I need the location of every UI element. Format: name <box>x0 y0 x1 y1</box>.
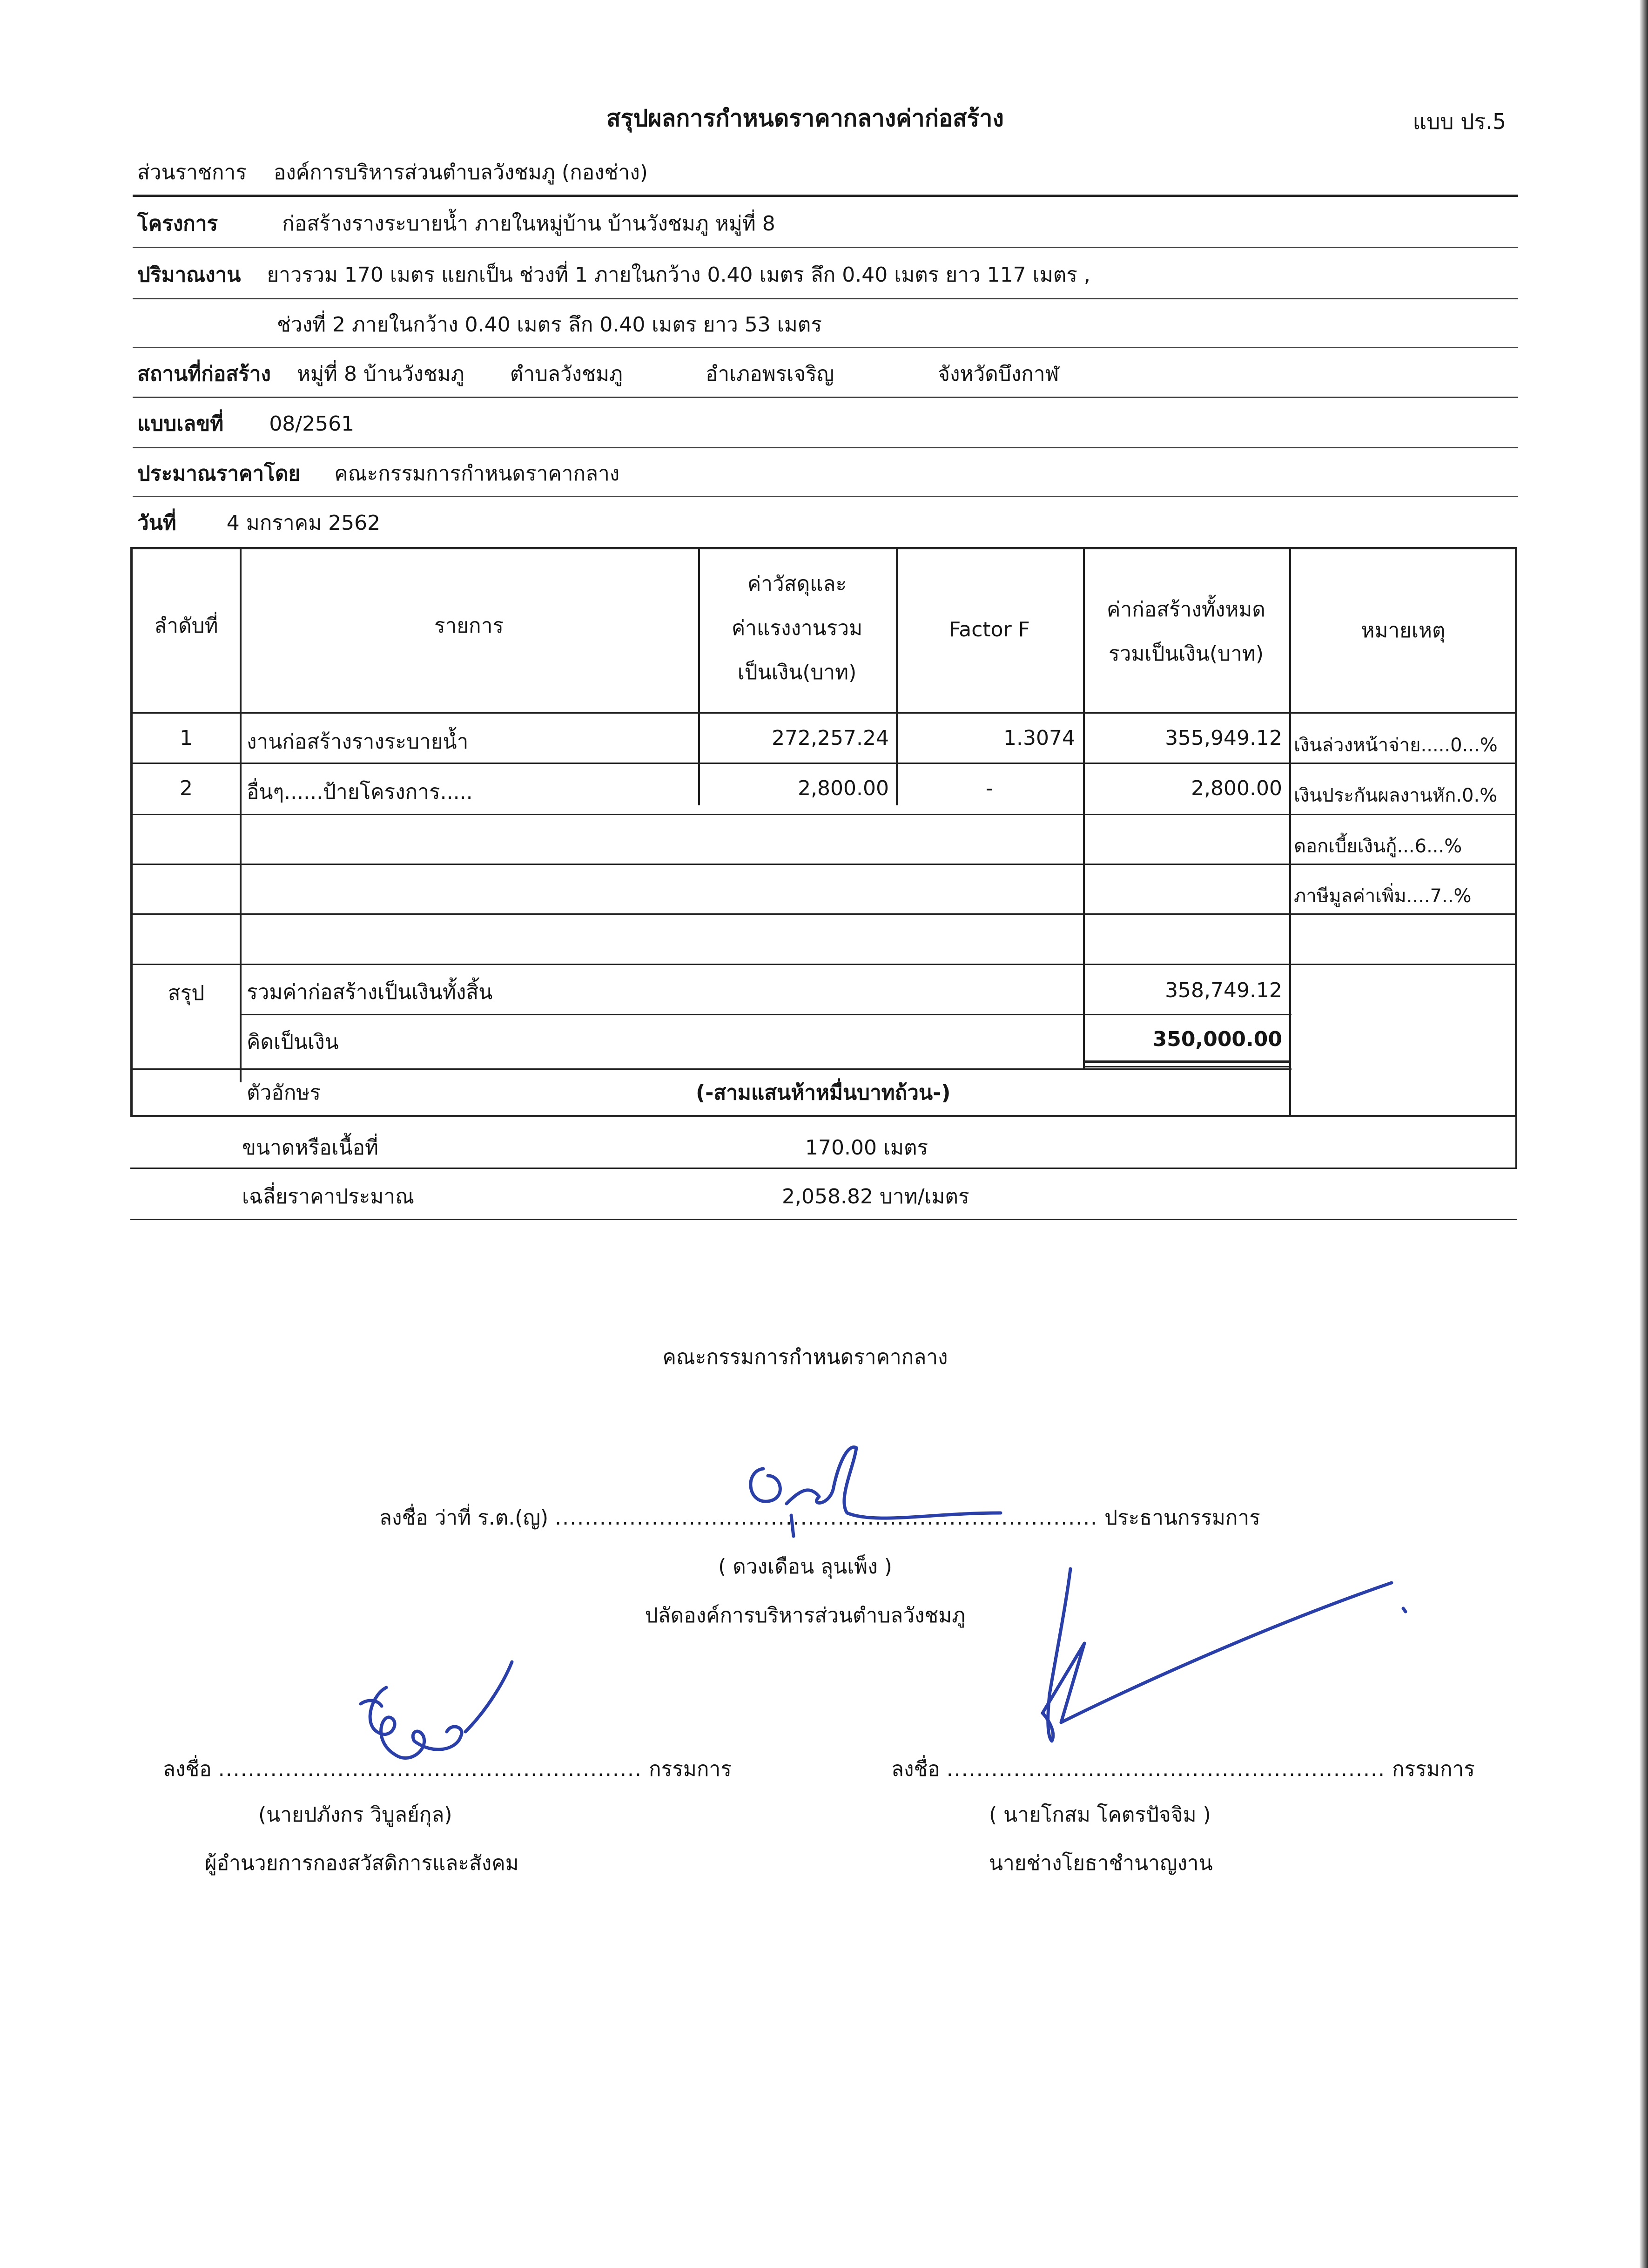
size-label: ขนาดหรือเนื้อที่ <box>242 1136 379 1160</box>
signature-2 <box>370 1662 512 1758</box>
date-value: 4 มกราคม 2562 <box>226 511 381 535</box>
form-number: แบบ ปร.5 <box>1413 109 1506 134</box>
row-1-total: 355,949.12 <box>1165 726 1282 750</box>
header-cost-line-1: ค่าวัสดุและ <box>747 572 847 596</box>
sum-value: 358,749.12 <box>1165 979 1282 1002</box>
row-1-remark: เงินล่วงหน้าจ่าย.....0...% <box>1294 735 1498 756</box>
rounded-label: คิดเป็นเงิน <box>247 1030 339 1054</box>
header-cost-line-3: เป็นเงิน(บาท) <box>737 661 857 684</box>
words-label: ตัวอักษร <box>247 1081 321 1105</box>
sign-2-dots: ......................................................... <box>218 1757 642 1781</box>
sign-1-dots: ......................................................................... <box>555 1506 1098 1530</box>
sign-1-role: ประธานกรรมการ <box>1104 1506 1260 1530</box>
remark-interest: ดอกเบี้ยเงินกู้...6...% <box>1294 836 1462 857</box>
location-tambon: ตำบลวังชมภู <box>510 362 623 386</box>
row-2-seq: 2 <box>180 776 193 800</box>
row-1-seq: 1 <box>180 726 193 750</box>
quantity-label: ปริมาณงาน <box>137 263 241 287</box>
committee-heading: คณะกรรมการกำหนดราคากลาง <box>662 1345 948 1369</box>
header-total-line-1: ค่าก่อสร้างทั้งหมด <box>1107 598 1265 621</box>
agency-value: องค์การบริหารส่วนตำบลวังชมภู (กองช่าง) <box>273 161 648 184</box>
sign-3-position: นายช่างโยธาชำนาญงาน <box>989 1851 1213 1875</box>
signature-1-tick <box>791 1515 794 1536</box>
header-seq: ลำดับที่ <box>154 614 218 638</box>
location-province: จังหวัดบึงกาฬ <box>938 362 1059 386</box>
rounded-value: 350,000.00 <box>1152 1027 1282 1051</box>
sign-3-prefix: ลงชื่อ <box>891 1757 940 1781</box>
signature-1 <box>751 1447 1001 1518</box>
location-label: สถานที่ก่อสร้าง <box>137 362 271 386</box>
sign-1-position: ปลัดองค์การบริหารส่วนตำบลวังชมภู <box>645 1604 966 1627</box>
sign-1-prefix: ลงชื่อ ว่าที่ ร.ต.(ญ) <box>379 1506 549 1530</box>
header-remark: หมายเหตุ <box>1361 619 1446 642</box>
row-2-factor: - <box>986 776 993 800</box>
project-label: โครงการ <box>137 212 218 236</box>
signature-3 <box>1043 1569 1392 1741</box>
avg-value: 2,058.82 บาท/เมตร <box>782 1185 969 1208</box>
date-label: วันที่ <box>137 511 176 535</box>
words-value: (-สามแสนห้าหมื่นบาทถ้วน-) <box>696 1081 951 1105</box>
quantity-line-2: ช่วงที่ 2 ภายในกว้าง 0.40 เมตร ลึก 0.40 เมตร ยาว 53 เมตร <box>277 313 822 337</box>
plan-value: 08/2561 <box>269 412 355 436</box>
estimate-value: คณะกรรมการกำหนดราคากลาง <box>334 462 620 486</box>
row-1-factor: 1.3074 <box>1003 726 1075 750</box>
location-amphoe: อำเภอพรเจริญ <box>706 362 834 386</box>
row-2-total: 2,800.00 <box>1191 776 1282 800</box>
plan-label: แบบเลขที่ <box>137 412 224 436</box>
signature-3-tail <box>1403 1608 1406 1612</box>
header-item: รายการ <box>434 614 504 638</box>
header-total-line-2: รวมเป็นเงิน(บาท) <box>1109 642 1264 666</box>
size-value: 170.00 เมตร <box>805 1136 928 1160</box>
row-2-item: อื่นๆ......ป้ายโครงการ..... <box>247 780 473 804</box>
sign-1-name: ( ดวงเดือน ลุนเพ็ง ) <box>718 1555 892 1579</box>
summary-label: สรุป <box>168 981 205 1005</box>
sum-label: รวมค่าก่อสร้างเป็นเงินทั้งสิ้น <box>247 980 493 1004</box>
sign-2-role: กรรมการ <box>648 1757 732 1781</box>
remark-vat: ภาษีมูลค่าเพิ่ม....7..% <box>1294 885 1472 907</box>
project-value: ก่อสร้างรางระบายน้ำ ภายในหมู่บ้าน บ้านวังชมภู หมู่ที่ 8 <box>282 212 775 236</box>
sign-3-role: กรรมการ <box>1392 1757 1475 1781</box>
location-moo: หมู่ที่ 8 บ้านวังชมภู <box>297 362 464 386</box>
agency-label: ส่วนราชการ <box>137 161 247 184</box>
header-cost-line-2: ค่าแรงงานรวม <box>731 616 863 640</box>
estimate-label: ประมาณราคาโดย <box>137 462 301 486</box>
quantity-line-1: ยาวรวม 170 เมตร แยกเป็น ช่วงที่ 1 ภายในกว้าง 0.40 เมตร ลึก 0.40 เมตร ยาว 117 เมตร , <box>267 263 1090 287</box>
row-1-item: งานก่อสร้างรางระบายน้ำ <box>247 730 469 754</box>
sign-3-dots: ........................................................... <box>946 1757 1386 1781</box>
sign-2-position: ผู้อำนวยการกองสวัสดิการและสังคม <box>205 1851 519 1875</box>
avg-label: เฉลี่ยราคาประมาณ <box>242 1185 414 1208</box>
sign-3-name: ( นายโกสม โคตรปัจจิม ) <box>989 1803 1211 1827</box>
sign-2-name: (นายปภังกร วิบูลย์กุล) <box>258 1803 452 1827</box>
document-title: สรุปผลการกำหนดราคากลางค่าก่อสร้าง <box>606 105 1004 132</box>
sign-2-prefix: ลงชื่อ <box>163 1757 212 1781</box>
row-2-cost: 2,800.00 <box>798 776 889 800</box>
row-1-cost: 272,257.24 <box>772 726 889 750</box>
header-factor: Factor F <box>949 618 1030 641</box>
row-2-remark: เงินประกันผลงานหัก.0.% <box>1294 785 1498 806</box>
